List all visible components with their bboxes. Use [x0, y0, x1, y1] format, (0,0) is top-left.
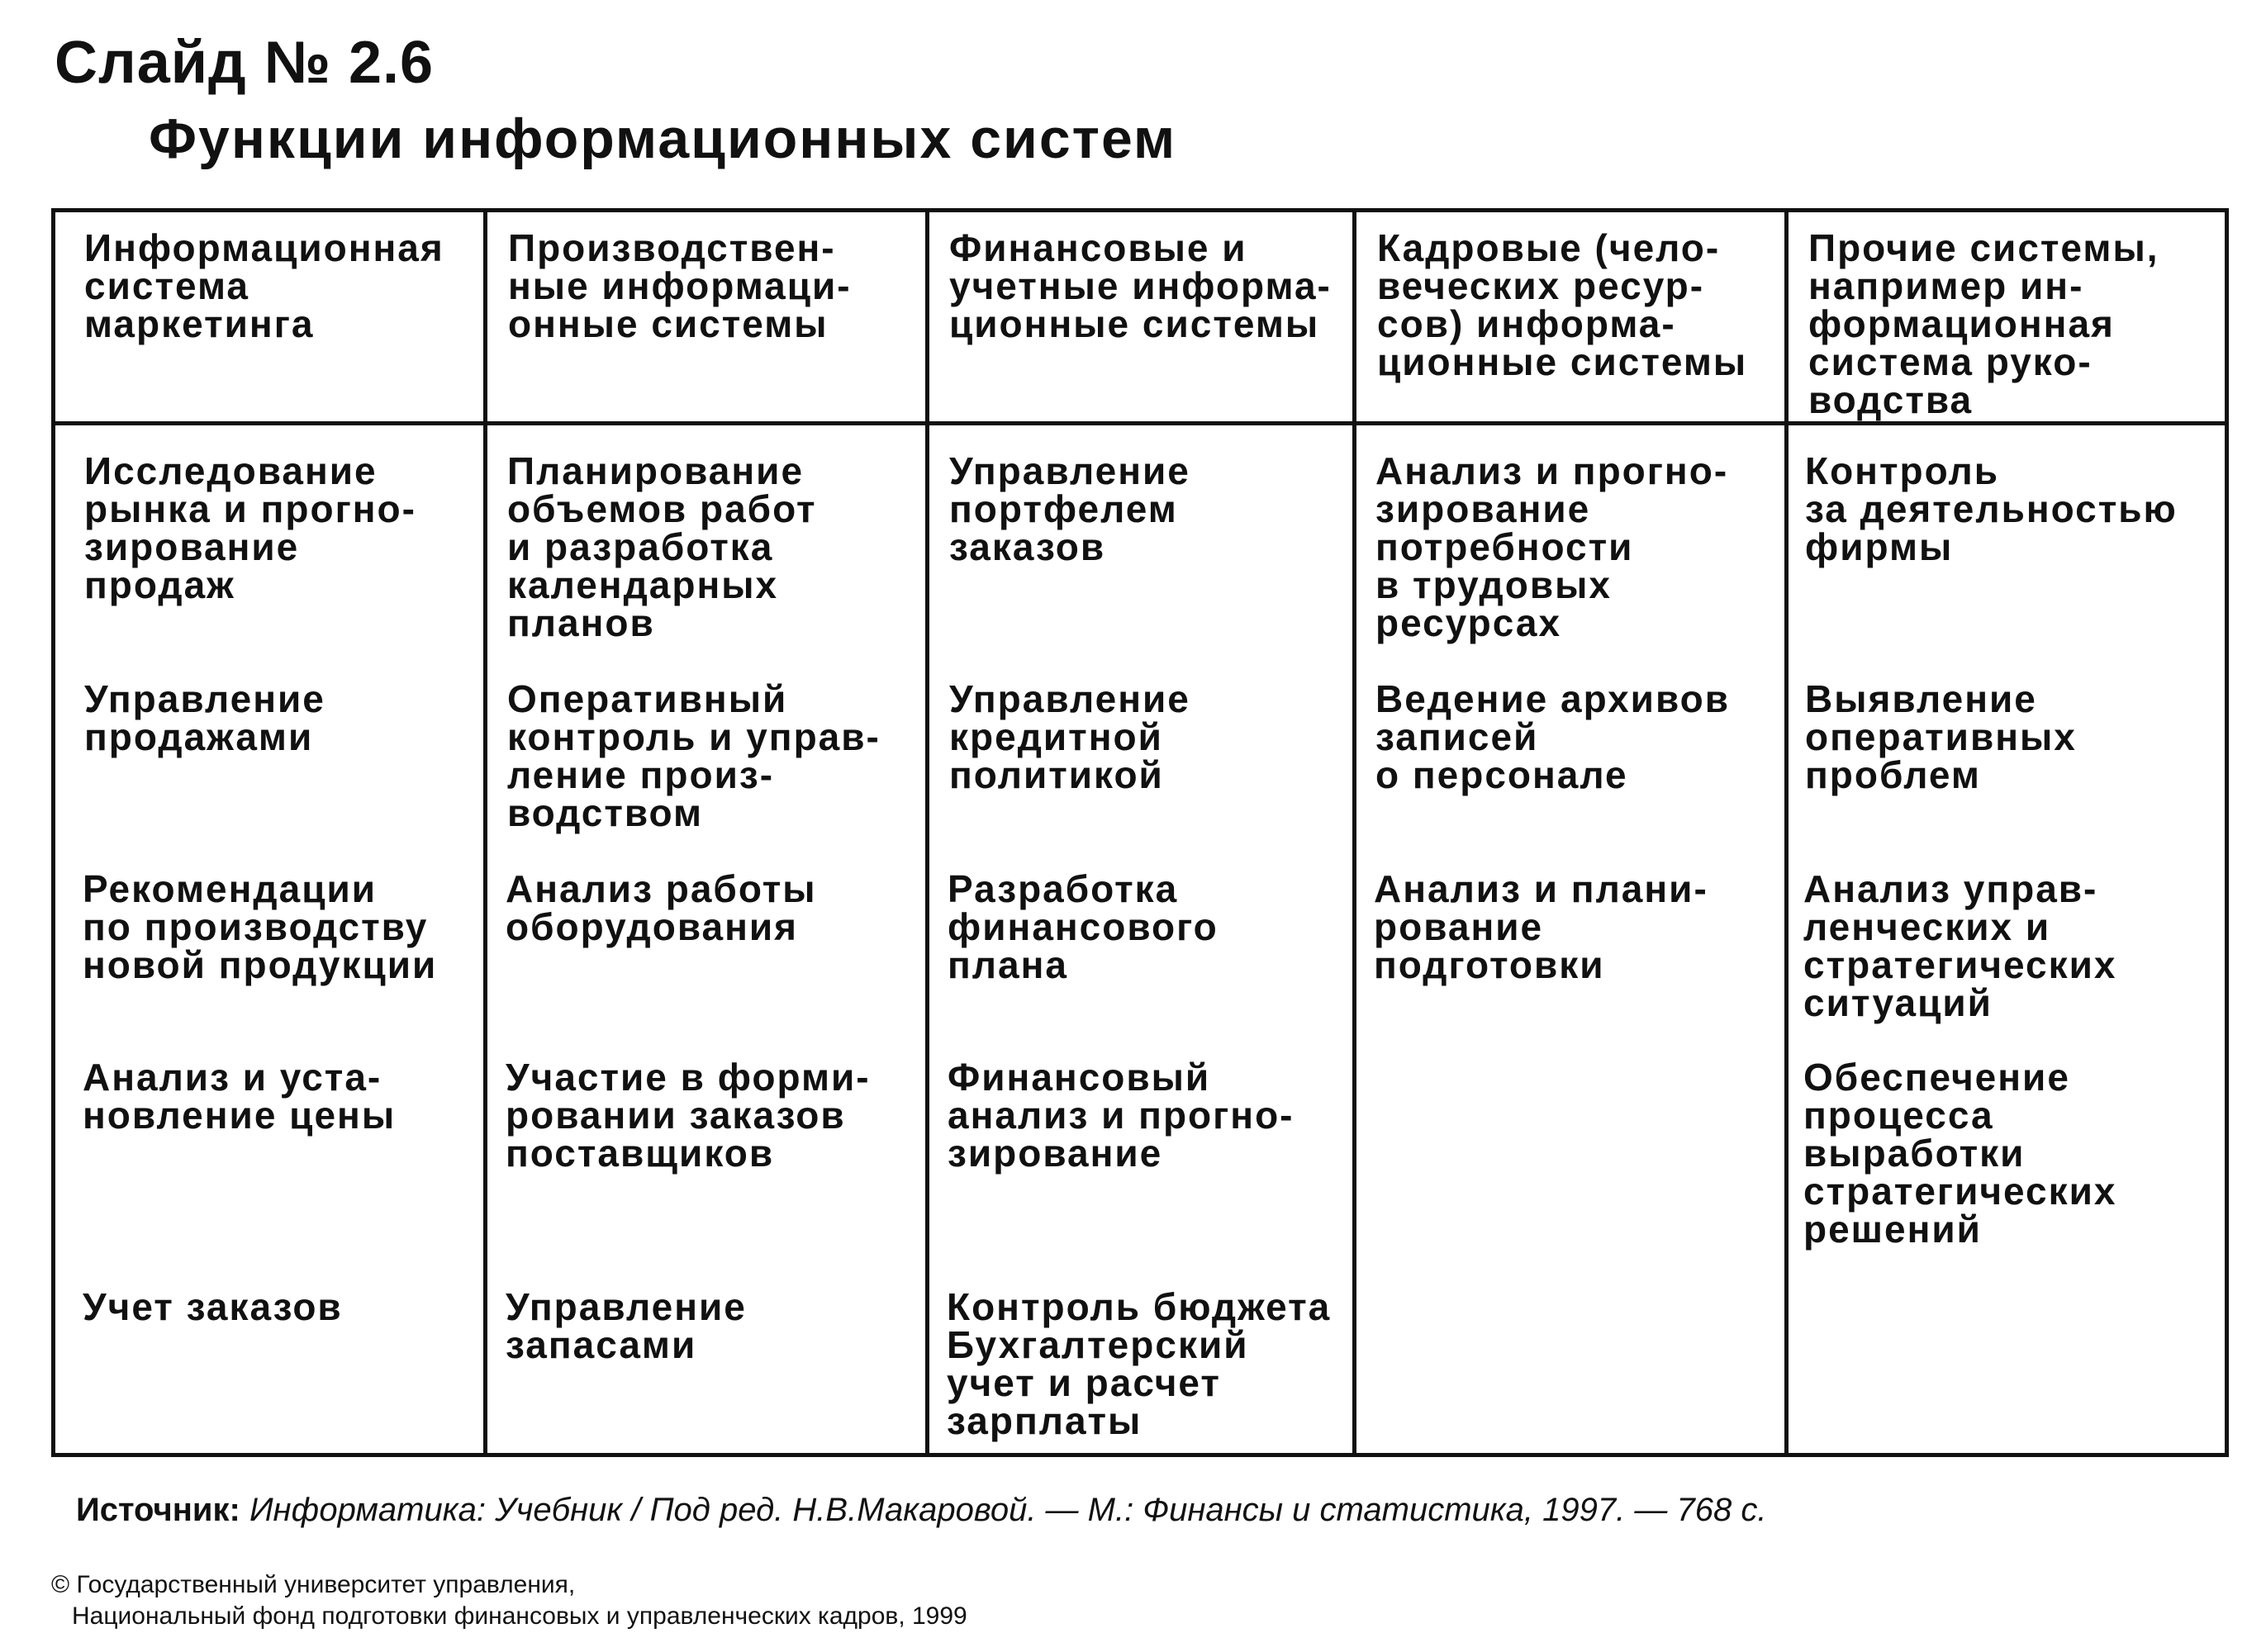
- table-cell: Контроль бюджета Бухгалтерский учет и расчет зарплаты: [947, 1285, 1332, 1442]
- header-production: Производствен- ные информаци- онные системы: [508, 226, 852, 345]
- header-other: Прочие системы, например ин- формационная система руко- водства: [1808, 226, 2159, 421]
- source-label: Источник:: [76, 1492, 240, 1528]
- source-note: [76, 1493, 1766, 1526]
- table-cell: Анализ и уста- новление цены: [83, 1056, 397, 1137]
- table-cell: Участие в форми- ровании заказов поставщиков: [506, 1056, 871, 1175]
- table-cell: Планирование объемов работ и разработка календарных планов: [507, 449, 817, 644]
- table-cell: Исследование рынка и прогно- зирование продаж: [84, 449, 416, 606]
- slide-number: Слайд № 2.6: [55, 30, 435, 96]
- table-cell: Анализ управ- ленческих и стратегических ситуаций: [1803, 867, 2117, 1024]
- column-divider: [1784, 212, 1789, 1453]
- table-cell: Контроль за деятельностью фирмы: [1805, 449, 2178, 568]
- header-hr: Кадровые (чело- веческих ресур- сов) информа- ционные системы: [1377, 226, 1748, 383]
- column-divider: [483, 212, 487, 1453]
- table-cell: Учет заказов: [83, 1285, 343, 1328]
- table-cell: Анализ и плани- рование подготовки: [1374, 867, 1708, 986]
- table-cell: Управление портфелем заказов: [949, 449, 1190, 568]
- table-cell: Выявление оперативных проблем: [1805, 677, 2077, 796]
- functions-table: [51, 208, 2229, 1457]
- header-divider: [55, 421, 2225, 425]
- header-finance: Финансовые и учетные информа- ционные системы: [949, 226, 1332, 345]
- source-reference: Информатика: Учебник / Под ред. Н.В.Макаровой. — М.: Финансы и статистика, 1997. — 768 с.: [249, 1492, 1767, 1528]
- table-cell: Управление кредитной политикой: [949, 677, 1190, 796]
- table-cell: Оперативный контроль и управ- ление произ- водством: [507, 677, 881, 834]
- table-cell: Анализ и прогно- зирование потребности в трудовых ресурсах: [1375, 449, 1729, 644]
- table-cell: Управление запасами: [506, 1285, 747, 1366]
- column-divider: [1352, 212, 1356, 1453]
- slide-title: Функции информационных систем: [149, 107, 1177, 170]
- column-divider: [925, 212, 929, 1453]
- table-cell: Анализ работы оборудования: [506, 867, 817, 948]
- table-cell: Обеспечение процесса выработки стратегических решений: [1803, 1056, 2117, 1251]
- table-cell: Рекомендации по производству новой продукции: [83, 867, 438, 986]
- table-cell: Управление продажами: [84, 677, 325, 758]
- copyright-note: © Государственный университет управления, Национальный фонд подготовки финансовых и управленческих кадров, 1999: [51, 1571, 967, 1630]
- header-marketing: Информационная система маркетинга: [84, 226, 444, 345]
- table-cell: Разработка финансового плана: [948, 867, 1219, 986]
- table-cell: Ведение архивов записей о персонале: [1375, 677, 1730, 796]
- table-cell: Финансовый анализ и прогно- зирование: [948, 1056, 1295, 1175]
